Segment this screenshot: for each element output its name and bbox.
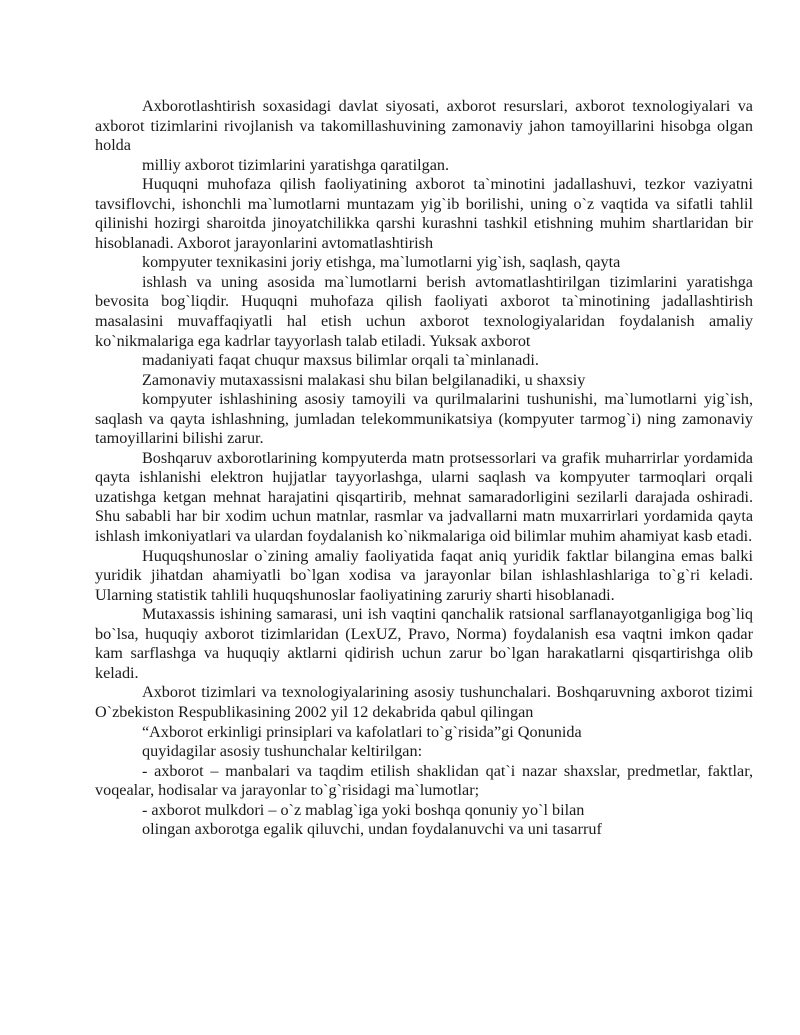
paragraph-16: - axborot mulkdori – o`z mablag`iga yoki boshqa qonuniy yo`l bilan [142, 800, 585, 819]
paragraph-5: ishlash va uning asosida ma`lumotlarni berish avtomatlashtirilgan tizimlarini yaratishga bevosita bog`liqdir. Huquqni muhofaza qilish faoliyati axborot ta`minotining jadallashtirish masalasini muvaffaqiyatli hal etish uchun axborot texnologiyalaridan foydalanish amaliy ko`nikmalariga ega kadrlar tayyorlash talab etiladi. Yuksak axborot [95, 272, 753, 350]
paragraph-7: Zamonaviy mutaxassisni malakasi shu bilan belgilanadiki, u shaxsiy [142, 370, 586, 389]
paragraph-13: “Axborot erkinligi prinsiplari va kafolatlari to`g`risida”gi Qonunida [142, 722, 582, 741]
paragraph-17: olingan axborotga egalik qiluvchi, undan foydalanuvchi va uni tasarruf [142, 820, 602, 839]
paragraph-14: quyidagilar asosiy tushunchalar keltirilgan: [142, 742, 423, 761]
paragraph-3: Huquqni muhofaza qilish faoliyatining axborot ta`minotini jadallashuvi, tezkor vaziyatni tavsiflovchi, ishonchli ma`lumotlarni muntazam yig`ib borilishi, uning o`z vaqtida va sifatli tahlil qilinishi hozirgi sharoitda jinoyatchilikka qarshi kurashni tashkil etishning muhim shartlaridan bir hisoblanadi. Axborot jarayonlarini avtomatlashtirish [95, 175, 753, 252]
paragraph-4: kompyuter texnikasini joriy etishga, ma`lumotlarni yig`ish, saqlash, qayta [142, 253, 621, 272]
paragraph-2: milliy axborot tizimlarini yaratishga qaratilgan. [142, 155, 450, 174]
paragraph-10: Huquqshunoslar o`zining amaliy faoliyatida faqat aniq yuridik faktlar bilangina emas balki yuridik jihatdan ahamiyatli bo`lgan xodisa va jarayonlar bilan ishlashlashlariga to`g`ri keladi. Ularning statistik tahlili huquqshunoslar faoliyatining zaruriy sharti hisoblanadi. [95, 546, 753, 604]
paragraph-15: - axborot – manbalari va taqdim etilish shaklidan qat`i nazar shaxslar, predmetlar, faktlar, voqealar, hodisalar va jarayonlar to`g`risidagi ma`lumotlar; [95, 761, 753, 800]
paragraph-11: Mutaxassis ishining samarasi, uni ish vaqtini qanchalik ratsional sarflanayotganligiga bog`liq bo`lsa, huquqiy axborot tizimlaridan (LexUZ, Pravo, Norma) foydalanish esa vaqtni imkon qadar kam sarflashga va huquqiy aktlarni qidirish uchun zarur bo`lgan harakatlarni qisqartirishga olib keladi. [95, 605, 753, 682]
paragraph-9: Boshqaruv axborotlarining kompyuterda matn protsessorlari va grafik muharrirlar yordamida qayta ishlanishi elektron hujjatlar tayyorlashga, ularni saqlash va kompyuter tarmoqlari orqali uzatishga ketgan mehnat harajatini qisqartirib, mehnat samaradorligini sezilarli darajada oshiradi. Shu sababli har bir xodim uchun matnlar, rasmlar va jadvallarni matn muxarrirlari yordamida qayta ishlash imkoniyatlari va ulardan foydalanish ko`nikmalariga oid bilimlar muhim ahamiyat kasb etadi. [95, 448, 753, 546]
paragraph-12: Axborot tizimlari va texnologiyalarining asosiy tushunchalari. Boshqaruvning axborot tizimi O`zbekiston Respublikasining 2002 yil 12 dekabrida qabul qilingan [95, 683, 753, 721]
paragraph-6: madaniyati faqat chuqur maxsus bilimlar orqali ta`minlanadi. [142, 351, 539, 370]
paragraph-1: Axborotlashtirish soxasidagi davlat siyosati, axborot resurslari, axborot texnologiyalari va axborot tizimlarini rivojlanish va takomillashuvining zamonaviy jahon tamoyillarini hisobga olgan holda [95, 97, 753, 155]
paragraph-8: kompyuter ishlashining asosiy tamoyili va qurilmalarini tushunishi, ma`lumotlarni yig`ish, saqlash va qayta ishlashning, jumladan telekommunikatsiya (kompyuter tarmog`i) ning zamonaviy tamoyillarini bilishi zarur. [95, 390, 753, 448]
